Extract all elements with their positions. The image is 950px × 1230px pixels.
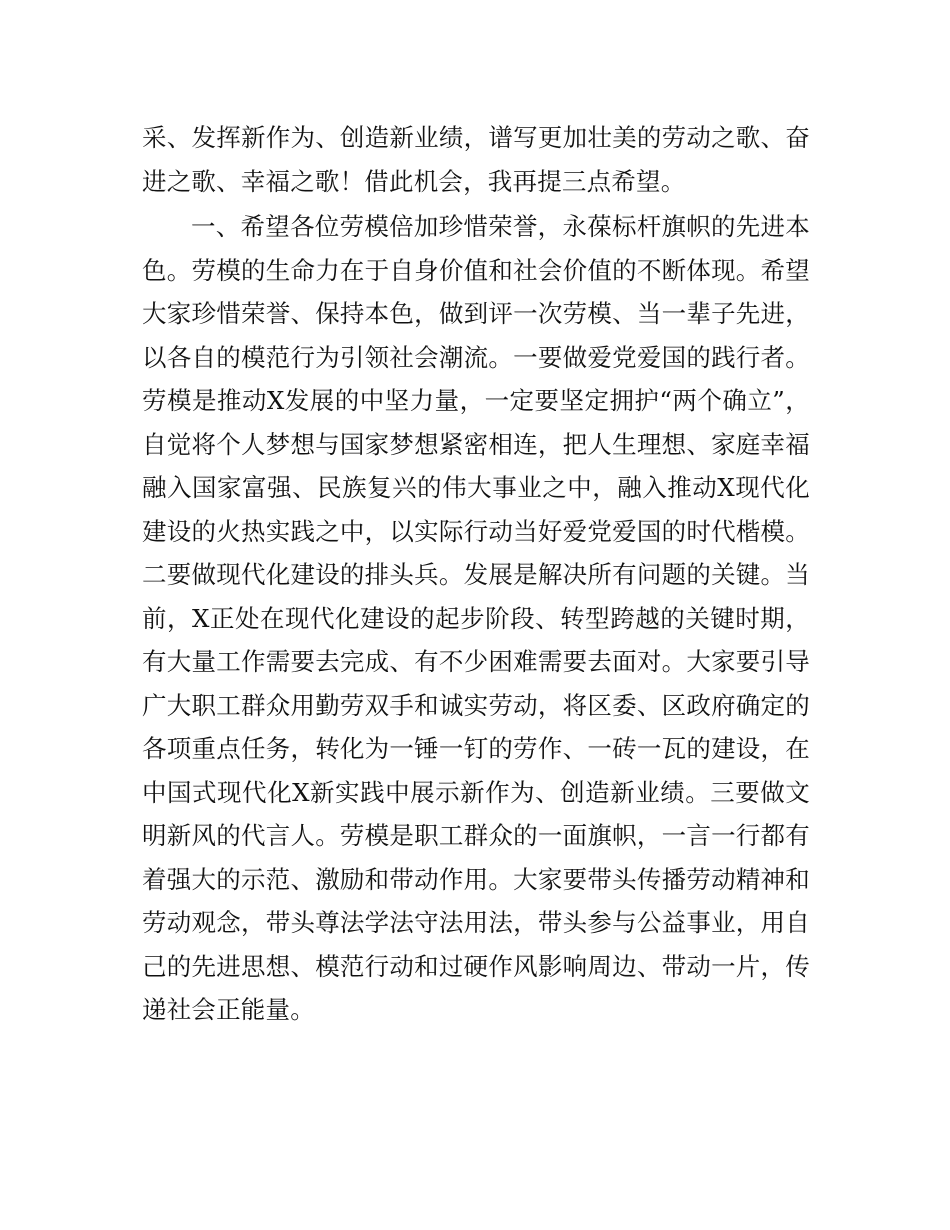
paragraph-first-hope: 一、希望各位劳模倍加珍惜荣誉，永葆标杆旗帜的先进本色。劳模的生命力在于自身价值和社会价值的不断体现。希望大家珍惜荣誉、保持本色，做到评一次劳模、当一辈子先进，以各自的模范行为引领社会潮流。一要做爱党爱国的践行者。劳模是推动X发展的中坚力量，一定要坚定拥护“两个确立”，自觉将个人梦想与国家梦想紧密相连，把人生理想、家庭幸福融入国家富强、民族复兴的伟大事业之中，融入推动X现代化建设的火热实践之中，以实际行动当好爱党爱国的时代楷模。二要做现代化建设的排头兵。发展是解决所有问题的关键。当前，X正处在现代化建设的起步阶段、转型跨越的关键时期，有大量工作需要去完成、有不少困难需要去面对。大家要引导广大职工群众用勤劳双手和诚实劳动，将区委、区政府确定的各项重点任务，转化为一锤一钉的劳作、一砖一瓦的建设，在中国式现代化X新实践中展示新作为、创造新业绩。三要做文明新风的代言人。劳模是职工群众的一面旗帜，一言一行都有着强大的示范、激励和带动作用。大家要带头传播劳动精神和劳动观念，带头尊法学法守法用法，带头参与公益事业，用自己的先进思想、模范行动和过硬作风影响周边、带动一片，传递社会正能量。 xyxy=(142,212,810,1024)
paragraph-continuation: 采、发挥新作为、创造新业绩，谱写更加壮美的劳动之歌、奋进之歌、幸福之歌！借此机会，我再提三点希望。 xyxy=(142,123,810,196)
document-body xyxy=(142,116,810,1032)
